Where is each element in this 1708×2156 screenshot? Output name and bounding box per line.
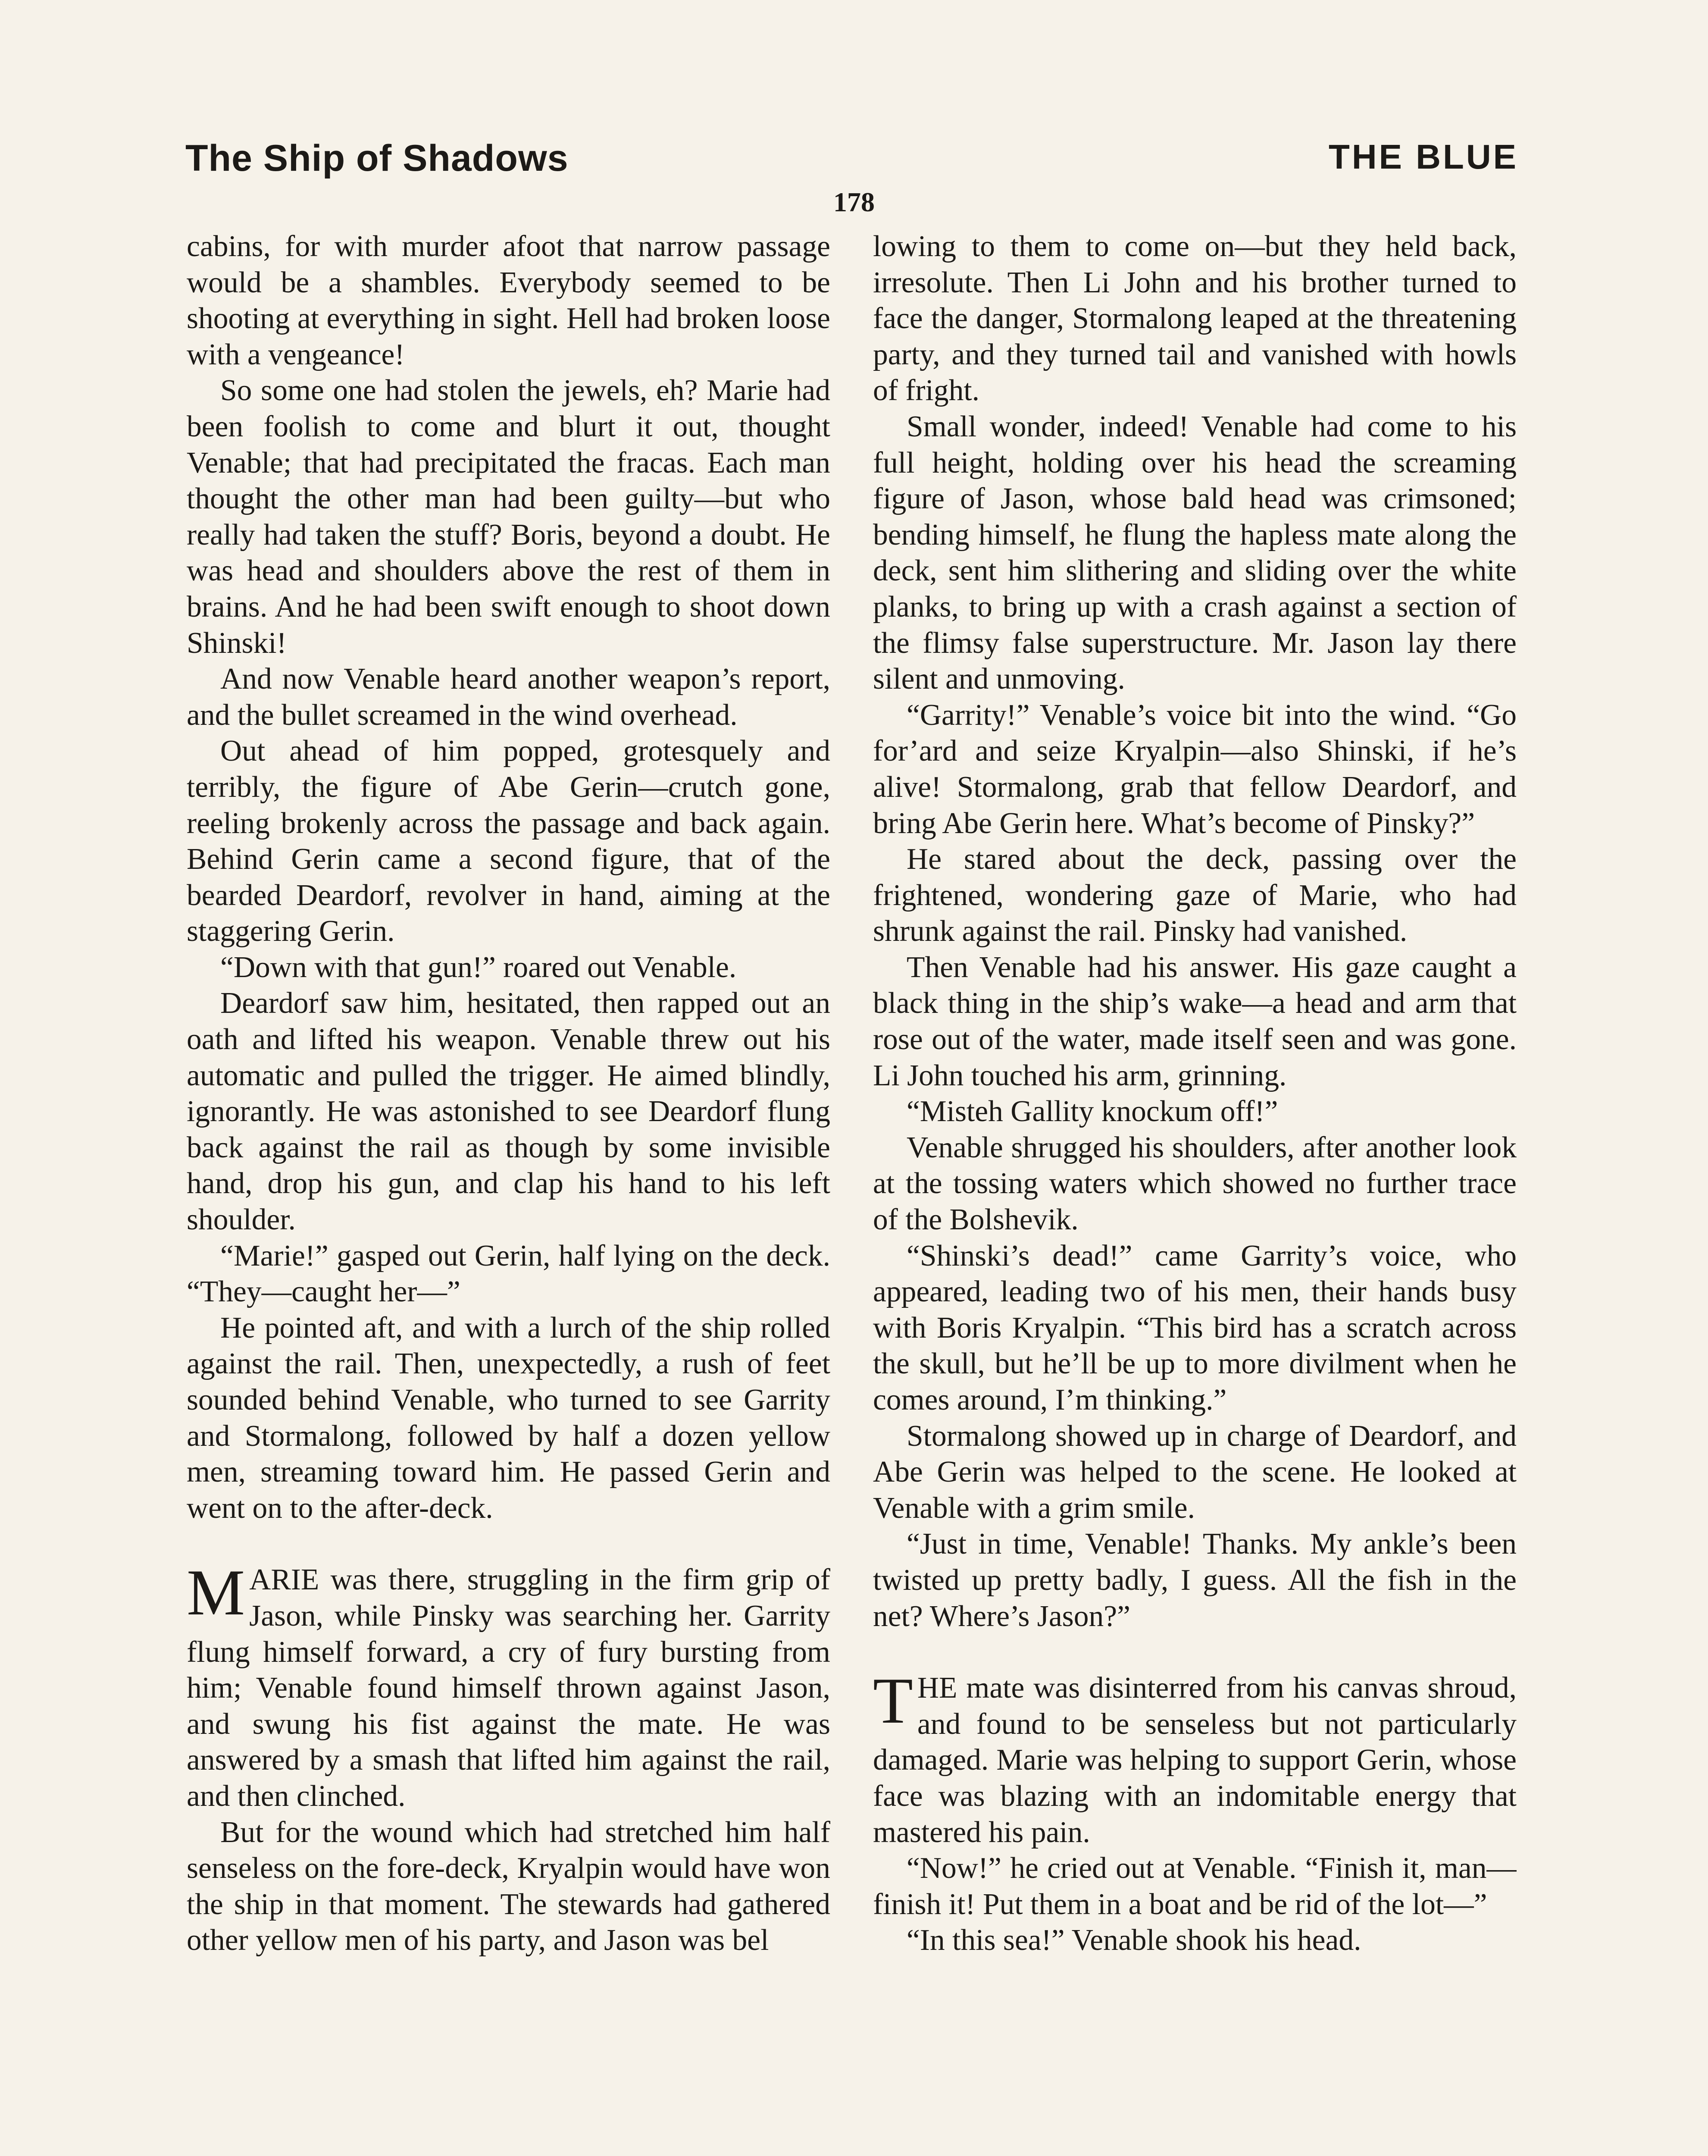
paragraph: “Garrity!” Venable’s voice bit into the wind. “Go for’ard and seize Kryalpin—also Shinski, if he’s alive! Stormalong, grab that fellow Deardorf, and bring Abe Gerin here. What’s become of Pinsky?”: [873, 698, 1517, 840]
paragraph: Stormalong showed up in charge of Deardorf, and Abe Gerin was helped to the scene. He looked at Venable with a grim smile.: [873, 1419, 1517, 1525]
paragraph: So some one had stolen the jewels, eh? Marie had been foolish to come and blurt it out, thought Venable; that had precipitated the fracas. Each man thought the other man had been guilty—but who really had taken the stuff? Boris, beyond a doubt. He was head and shoulders above the rest of them in brains. And he had been swift enough to shoot down Shinski!: [187, 374, 830, 660]
paragraph-text: HE mate was disinterred from his canvas shroud, and found to be senseless but not particularly damaged. Marie was helping to support Gerin, whose face was blazing with an indomitable energy that mastered his pain.: [873, 1671, 1517, 1849]
paragraph: “Down with that gun!” roared out Venable.: [220, 950, 737, 984]
paragraph: And now Venable heard another weapon’s report, and the bullet screamed in the wind overhead.: [187, 662, 830, 732]
paragraph: cabins, for with murder afoot that narrow passage would be a shambles. Everybody seemed to be shooting at everything in sight. Hell had broken loose with a vengeance!: [187, 230, 830, 371]
paragraph: “Marie!” gasped out Gerin, half lying on the deck. “They—caught her—”: [187, 1239, 830, 1309]
text-column-left: [187, 229, 830, 2156]
paragraph: “Misteh Gallity knockum off!”: [907, 1095, 1278, 1128]
page-number: 178: [833, 187, 875, 217]
paragraph: Out ahead of him popped, grotesquely and terribly, the figure of Abe Gerin—crutch gone, reeling brokenly across the passage and back again. Behind Gerin came a second figure, that of the bearded Deardorf, revolver in hand, aiming at the staggering Gerin.: [187, 734, 830, 948]
section-start-paragraph: [873, 1664, 1517, 1850]
paragraph: “Just in time, Venable! Thanks. My ankle’s been twisted up pretty badly, I guess. All the fish in the net? Where’s Jason?”: [873, 1527, 1517, 1633]
drop-cap: M: [187, 1556, 245, 1629]
paragraph-text: ARIE was there, struggling in the firm grip of Jason, while Pinsky was searching her. Garrity flung himself forward, a cry of fury bursting from him; Venable found himself thrown against Jason, and swung his fist against the mate. He was answered by a smash that lifted him against the rail, and then clinched.: [187, 1563, 830, 1813]
magazine-name: THE BLUE: [1329, 138, 1518, 176]
paragraph: Then Venable had his answer. His gaze caught a black thing in the ship’s wake—a head and arm that rose out of the water, made itself seen and was gone. Li John touched his arm, grinning.: [873, 950, 1517, 1092]
story-title: The Ship of Shadows: [185, 138, 569, 179]
section-start-paragraph: [187, 1556, 830, 1814]
paragraph: He pointed aft, and with a lurch of the ship rolled against the rail. Then, unexpectedly, a rush of feet sounded behind Venable, who turned to see Garrity and Stormalong, followed by half a dozen yellow men, streaming toward him. He passed Gerin and went on to the after-deck.: [187, 1311, 830, 1525]
paragraph: Venable shrugged his shoulders, after another look at the tossing waters which showed no further trace of the Bolshevik.: [873, 1131, 1517, 1237]
paragraph: But for the wound which had stretched him half senseless on the fore-deck, Kryalpin would have won the ship in that moment. The stewards had gathered other yellow men of his party, and Jason was bel: [187, 1815, 830, 1957]
paragraph: lowing to them to come on—but they held back, irresolute. Then Li John and his brother turned to face the danger, Stormalong leaped at the threatening party, and they turned tail and vanished with howls of fright.: [873, 230, 1517, 407]
paragraph: “Now!” he cried out at Venable. “Finish it, man—finish it! Put them in a boat and be rid of the lot—”: [873, 1852, 1517, 1921]
paragraph: “In this sea!” Venable shook his head.: [907, 1924, 1361, 1957]
text-column-right: [873, 229, 1517, 2156]
paragraph: Deardorf saw him, hesitated, then rapped out an oath and lifted his weapon. Venable threw out his automatic and pulled the trigger. He aimed blindly, ignorantly. He was astonished to see Deardorf flung back against the rail as though by some invisible hand, drop his gun, and clap his hand to his left shoulder.: [187, 987, 830, 1237]
paragraph: “Shinski’s dead!” came Garrity’s voice, who appeared, leading two of his men, their hands busy with Boris Kryalpin. “This bird has a scratch across the skull, but he’ll be up to more divilment when he comes around, I’m thinking.”: [873, 1239, 1517, 1416]
paragraph: He stared about the deck, passing over the frightened, wondering gaze of Marie, who had shrunk against the rail. Pinsky had vanished.: [873, 843, 1517, 948]
paragraph: Small wonder, indeed! Venable had come to his full height, holding over his head the screaming figure of Jason, whose bald head was crimsoned; bending himself, he flung the hapless mate along the deck, sent him slithering and sliding over the white planks, to bring up with a crash against a section of the flimsy false superstructure. Mr. Jason lay there silent and unmoving.: [873, 410, 1517, 696]
drop-cap: T: [873, 1664, 913, 1737]
